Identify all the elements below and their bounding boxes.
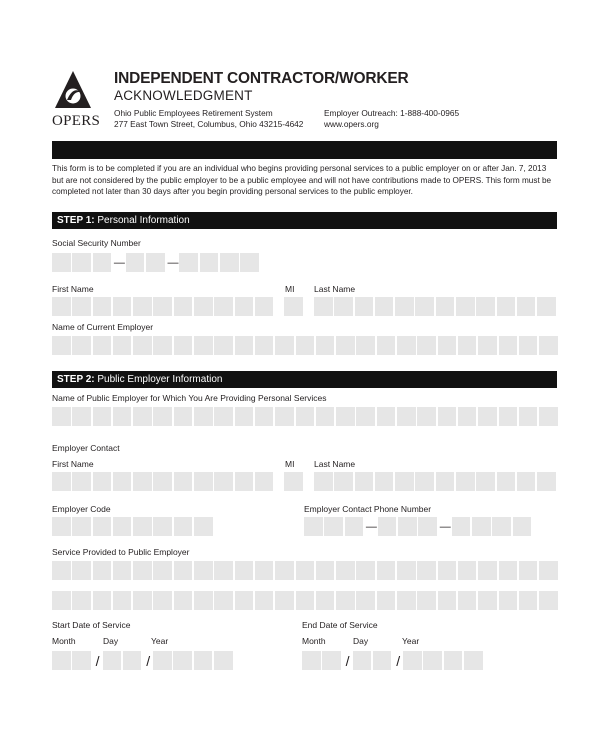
char-box[interactable] [255,472,274,491]
form-subtitle: ACKNOWLEDGMENT [114,88,253,103]
date-box[interactable] [322,651,341,670]
char-box[interactable] [519,561,538,580]
char-box[interactable] [214,591,233,610]
header-divider [52,141,557,159]
char-box[interactable] [375,472,394,491]
char-box[interactable] [417,407,436,426]
char-box[interactable] [174,591,193,610]
char-box[interactable] [214,472,233,491]
step2-number: STEP 2: [57,374,95,385]
start-year-label: Year [151,636,169,646]
org-name: Ohio Public Employees Retirement System [114,108,273,118]
char-box[interactable] [52,561,71,580]
contact-mi-field[interactable] [284,472,304,491]
contact-mi-label: MI [285,459,295,469]
char-box[interactable] [356,336,375,355]
char-box[interactable] [255,407,274,426]
contact-phone-label: Employer Contact Phone Number [304,504,432,514]
char-box[interactable] [235,336,254,355]
date-slash: / [146,652,151,669]
char-box[interactable] [476,297,495,316]
char-box[interactable] [174,472,193,491]
step1-title: Personal Information [97,215,190,226]
char-box[interactable] [255,336,274,355]
date-slash: / [345,652,350,669]
char-box[interactable] [316,336,335,355]
char-box[interactable] [397,561,416,580]
end-day-label: Day [353,636,369,646]
char-box[interactable] [417,561,436,580]
char-box[interactable] [52,591,71,610]
phone-box[interactable] [492,517,511,536]
char-box[interactable] [214,407,233,426]
last-name-field[interactable] [314,297,558,316]
char-box[interactable] [517,472,536,491]
char-box[interactable] [153,297,172,316]
char-box[interactable] [539,407,558,426]
char-box[interactable] [214,297,233,316]
date-box[interactable] [444,651,463,670]
last-name-label: Last Name [314,284,356,294]
char-box[interactable] [72,591,91,610]
char-box[interactable] [93,591,112,610]
char-box[interactable] [537,472,556,491]
date-box[interactable] [123,651,142,670]
char-box[interactable] [153,517,172,536]
char-box[interactable] [93,472,112,491]
char-box[interactable] [153,591,172,610]
char-box[interactable] [436,472,455,491]
char-box[interactable] [235,561,254,580]
date-box[interactable] [302,651,321,670]
char-box[interactable] [174,517,193,536]
char-box[interactable] [133,591,152,610]
char-box[interactable] [395,297,414,316]
char-box[interactable] [316,561,335,580]
contact-last-name-label: Last Name [314,459,356,469]
form-title: INDEPENDENT CONTRACTOR/WORKER [114,70,409,87]
char-box[interactable] [355,297,374,316]
date-slash: / [396,652,401,669]
char-box[interactable] [497,472,516,491]
char-box[interactable] [497,297,516,316]
first-name-label: First Name [52,284,94,294]
char-box[interactable] [133,336,152,355]
char-box[interactable] [72,561,91,580]
char-box[interactable] [476,472,495,491]
step1-header [52,212,557,229]
char-box[interactable] [113,297,132,316]
date-box[interactable] [173,651,192,670]
char-box[interactable] [517,297,536,316]
char-box[interactable] [194,336,213,355]
char-box[interactable] [52,472,71,491]
contact-block [324,108,459,130]
char-box[interactable] [438,407,457,426]
char-box[interactable] [214,561,233,580]
ssn-box[interactable] [52,253,71,272]
form-header [52,70,560,132]
char-box[interactable] [194,591,213,610]
ssn-box[interactable] [179,253,198,272]
char-box[interactable] [296,336,315,355]
char-box[interactable] [214,336,233,355]
char-box[interactable] [438,591,457,610]
service-field-line2[interactable] [52,591,559,610]
contact-last-name-field[interactable] [314,472,558,491]
date-box[interactable] [373,651,392,670]
char-box[interactable] [336,591,355,610]
char-box[interactable] [316,407,335,426]
char-box[interactable] [72,517,91,536]
ssn-box[interactable] [126,253,145,272]
char-box[interactable] [174,336,193,355]
char-box[interactable] [133,561,152,580]
char-box[interactable] [174,407,193,426]
org-address-block [114,108,303,130]
char-box[interactable] [255,297,274,316]
step2-header [52,371,557,388]
char-box[interactable] [153,336,172,355]
char-box[interactable] [194,517,213,536]
step1-number: STEP 1: [57,215,95,226]
char-box[interactable] [284,297,303,316]
date-box[interactable] [194,651,213,670]
char-box[interactable] [194,561,213,580]
char-box[interactable] [52,297,71,316]
date-box[interactable] [464,651,483,670]
date-box[interactable] [52,651,71,670]
char-box[interactable] [314,297,333,316]
char-box[interactable] [397,591,416,610]
current-employer-label: Name of Current Employer [52,322,154,332]
char-box[interactable] [356,561,375,580]
char-box[interactable] [336,336,355,355]
char-box[interactable] [438,336,457,355]
employer-contact-label: Employer Contact [52,443,120,453]
opers-triangle-icon [54,70,92,110]
char-box[interactable] [174,561,193,580]
char-box[interactable] [397,407,416,426]
char-box[interactable] [334,297,353,316]
start-date-field[interactable] [52,651,234,670]
contact-phone-field[interactable] [304,517,533,536]
char-box[interactable] [499,561,518,580]
char-box[interactable] [194,297,213,316]
phone-box[interactable] [513,517,532,536]
char-box[interactable] [255,591,274,610]
logo-text: OPERS [52,113,101,129]
char-box[interactable] [72,472,91,491]
phone-box[interactable] [324,517,343,536]
char-box[interactable] [316,591,335,610]
char-box[interactable] [356,591,375,610]
char-box[interactable] [133,472,152,491]
opers-logo [52,70,108,130]
char-box[interactable] [113,591,132,610]
service-label: Service Provided to Public Employer [52,547,190,557]
char-box[interactable] [235,591,254,610]
char-box[interactable] [93,561,112,580]
date-box[interactable] [214,651,233,670]
char-box[interactable] [458,561,477,580]
char-box[interactable] [499,407,518,426]
char-box[interactable] [133,297,152,316]
char-box[interactable] [415,297,434,316]
website: www.opers.org [324,119,379,129]
char-box[interactable] [174,297,193,316]
char-box[interactable] [377,561,396,580]
ssn-box[interactable] [72,253,91,272]
char-box[interactable] [72,407,91,426]
char-box[interactable] [499,336,518,355]
char-box[interactable] [415,472,434,491]
char-box[interactable] [296,561,315,580]
char-box[interactable] [93,517,112,536]
char-box[interactable] [113,336,132,355]
char-box[interactable] [314,472,333,491]
char-box[interactable] [255,561,274,580]
char-box[interactable] [275,336,294,355]
char-box[interactable] [52,517,71,536]
char-box[interactable] [113,517,132,536]
char-box[interactable] [458,591,477,610]
start-date-label: Start Date of Service [52,620,131,630]
employer-code-label: Employer Code [52,504,111,514]
ssn-field[interactable] [52,253,261,272]
char-box[interactable] [458,407,477,426]
char-box[interactable] [478,407,497,426]
char-box[interactable] [478,591,497,610]
char-box[interactable] [395,472,414,491]
char-box[interactable] [93,336,112,355]
mi-field[interactable] [284,297,304,316]
contact-first-name-field[interactable] [52,472,275,491]
start-day-label: Day [103,636,119,646]
phone-box[interactable] [345,517,364,536]
contact-first-name-label: First Name [52,459,94,469]
char-box[interactable] [456,472,475,491]
ssn-label: Social Security Number [52,238,141,248]
mi-label: MI [285,284,295,294]
end-date-field[interactable] [302,651,484,670]
ssn-box[interactable] [220,253,239,272]
char-box[interactable] [275,591,294,610]
phone-box[interactable] [452,517,471,536]
char-box[interactable] [478,336,497,355]
ssn-box[interactable] [200,253,219,272]
char-box[interactable] [93,407,112,426]
char-box[interactable] [52,407,71,426]
char-box[interactable] [519,336,538,355]
char-box[interactable] [194,407,213,426]
char-box[interactable] [153,407,172,426]
char-box[interactable] [377,407,396,426]
char-box[interactable] [153,472,172,491]
char-box[interactable] [539,561,558,580]
char-box[interactable] [296,591,315,610]
char-box[interactable] [275,561,294,580]
char-box[interactable] [93,297,112,316]
char-box[interactable] [456,297,475,316]
end-date-label: End Date of Service [302,620,378,630]
char-box[interactable] [133,407,152,426]
char-box[interactable] [72,336,91,355]
char-box[interactable] [336,407,355,426]
char-box[interactable] [438,561,457,580]
phone-box[interactable] [378,517,397,536]
date-box[interactable] [153,651,172,670]
step2-title: Public Employer Information [97,374,223,385]
char-box[interactable] [519,407,538,426]
char-box[interactable] [72,297,91,316]
char-box[interactable] [275,407,294,426]
ssn-dash: — [167,256,179,269]
phone-box[interactable] [472,517,491,536]
ssn-box[interactable] [240,253,259,272]
char-box[interactable] [113,407,132,426]
char-box[interactable] [235,407,254,426]
phone-box[interactable] [304,517,323,536]
char-box[interactable] [436,297,455,316]
phone-box[interactable] [418,517,437,536]
char-box[interactable] [519,591,538,610]
char-box[interactable] [284,472,303,491]
date-box[interactable] [72,651,91,670]
char-box[interactable] [296,407,315,426]
end-year-label: Year [402,636,420,646]
char-box[interactable] [478,561,497,580]
phone-box[interactable] [398,517,417,536]
char-box[interactable] [52,336,71,355]
date-box[interactable] [103,651,122,670]
char-box[interactable] [397,336,416,355]
employer-code-field[interactable] [52,517,214,536]
char-box[interactable] [539,591,558,610]
char-box[interactable] [336,561,355,580]
phone-dash: — [439,520,451,533]
char-box[interactable] [377,336,396,355]
start-month-label: Month [52,636,76,646]
char-box[interactable] [537,297,556,316]
char-box[interactable] [377,591,396,610]
char-box[interactable] [356,407,375,426]
char-box[interactable] [153,561,172,580]
char-box[interactable] [539,336,558,355]
char-box[interactable] [375,297,394,316]
current-employer-field[interactable] [52,336,559,355]
public-employer-label: Name of Public Employer for Which You Are Providing Personal Services [52,393,327,403]
outreach-phone: Employer Outreach: 1-888-400-0965 [324,108,460,118]
public-employer-field[interactable] [52,407,559,426]
ssn-box[interactable] [146,253,165,272]
char-box[interactable] [235,297,254,316]
org-address: 277 East Town Street, Columbus, Ohio 43215-4642 [114,119,304,129]
intro-text: This form is to be completed if you are an individual who begins providing personal services to a public employer on or after Jan. 7, 2013 but are not considered by the public employer to be a public employee and will not have contributions made to OPERS. This form must be completed not later than 30 days after you begin providing personal services to the public employer. [52,164,552,197]
date-slash: / [95,652,100,669]
date-box[interactable] [423,651,442,670]
char-box[interactable] [417,336,436,355]
char-box[interactable] [355,472,374,491]
date-box[interactable] [353,651,372,670]
end-month-label: Month [302,636,326,646]
service-field-line1[interactable] [52,561,559,580]
char-box[interactable] [133,517,152,536]
phone-dash: — [365,520,377,533]
ssn-box[interactable] [93,253,112,272]
char-box[interactable] [235,472,254,491]
char-box[interactable] [113,561,132,580]
char-box[interactable] [499,591,518,610]
date-box[interactable] [403,651,422,670]
ssn-dash: — [113,256,125,269]
char-box[interactable] [113,472,132,491]
char-box[interactable] [417,591,436,610]
char-box[interactable] [458,336,477,355]
char-box[interactable] [194,472,213,491]
first-name-field[interactable] [52,297,275,316]
char-box[interactable] [334,472,353,491]
